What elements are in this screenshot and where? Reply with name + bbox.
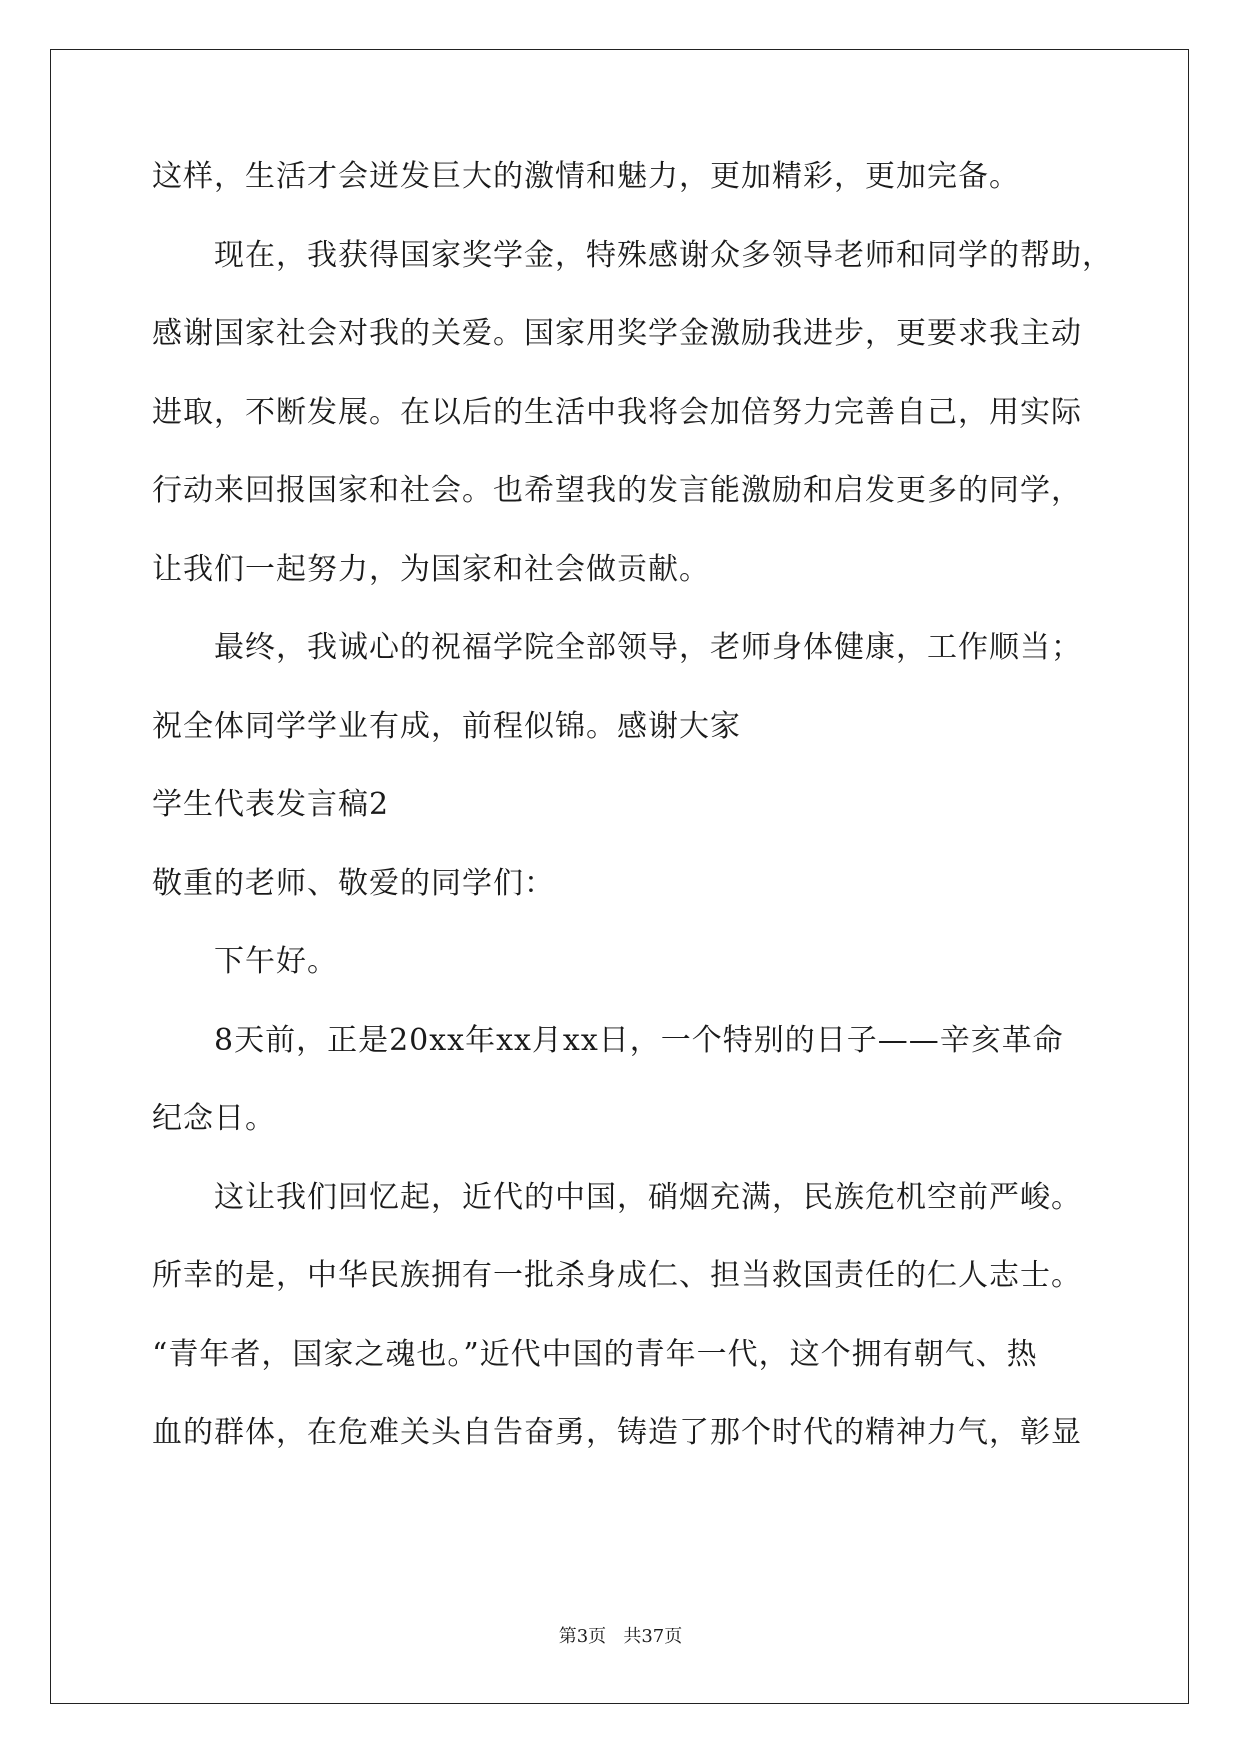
text-line: 所幸的是，中华民族拥有一批杀身成仁、担当救国责任的仁人志士。	[152, 1258, 1082, 1293]
text-line: 进取，不断发展。在以后的生活中我将会加倍努力完善自己，用实际	[152, 395, 1082, 430]
text-line: “青年者，国家之魂也。”近代中国的青年一代，这个拥有朝气、热	[152, 1337, 1038, 1372]
text-line: 祝全体同学学业有成，前程似锦。感谢大家	[152, 709, 741, 744]
text-line: 让我们一起努力，为国家和社会做贡献。	[152, 552, 710, 587]
greeting: 下午好。	[214, 944, 338, 979]
text-line: 血的群体，在危难关头自告奋勇，铸造了那个时代的精神力气，彰显	[152, 1415, 1082, 1450]
page-footer: 第3页 共37页	[558, 1626, 683, 1647]
section-heading: 学生代表发言稿2	[152, 787, 390, 822]
text-line: 现在，我获得国家奖学金，特殊感谢众多领导老师和同学的帮助，	[214, 238, 1113, 273]
text-line: 8天前，正是20xx年xx月xx日，一个特别的日子——辛亥革命	[214, 1023, 1064, 1058]
text-line: 最终，我诚心的祝福学院全部领导，老师身体健康，工作顺当；	[214, 630, 1082, 665]
text-line: 这让我们回忆起，近代的中国，硝烟充满，民族危机空前严峻。	[214, 1180, 1082, 1215]
text-line: 感谢国家社会对我的关爱。国家用奖学金激励我进步，更要求我主动	[152, 316, 1082, 351]
text-line: 纪念日。	[152, 1101, 276, 1136]
salutation: 敬重的老师、敬爱的同学们：	[152, 866, 555, 901]
text-line: 行动来回报国家和社会。也希望我的发言能激励和启发更多的同学，	[152, 473, 1082, 508]
text-line: 这样，生活才会迸发巨大的激情和魅力，更加精彩，更加完备。	[152, 159, 1020, 194]
